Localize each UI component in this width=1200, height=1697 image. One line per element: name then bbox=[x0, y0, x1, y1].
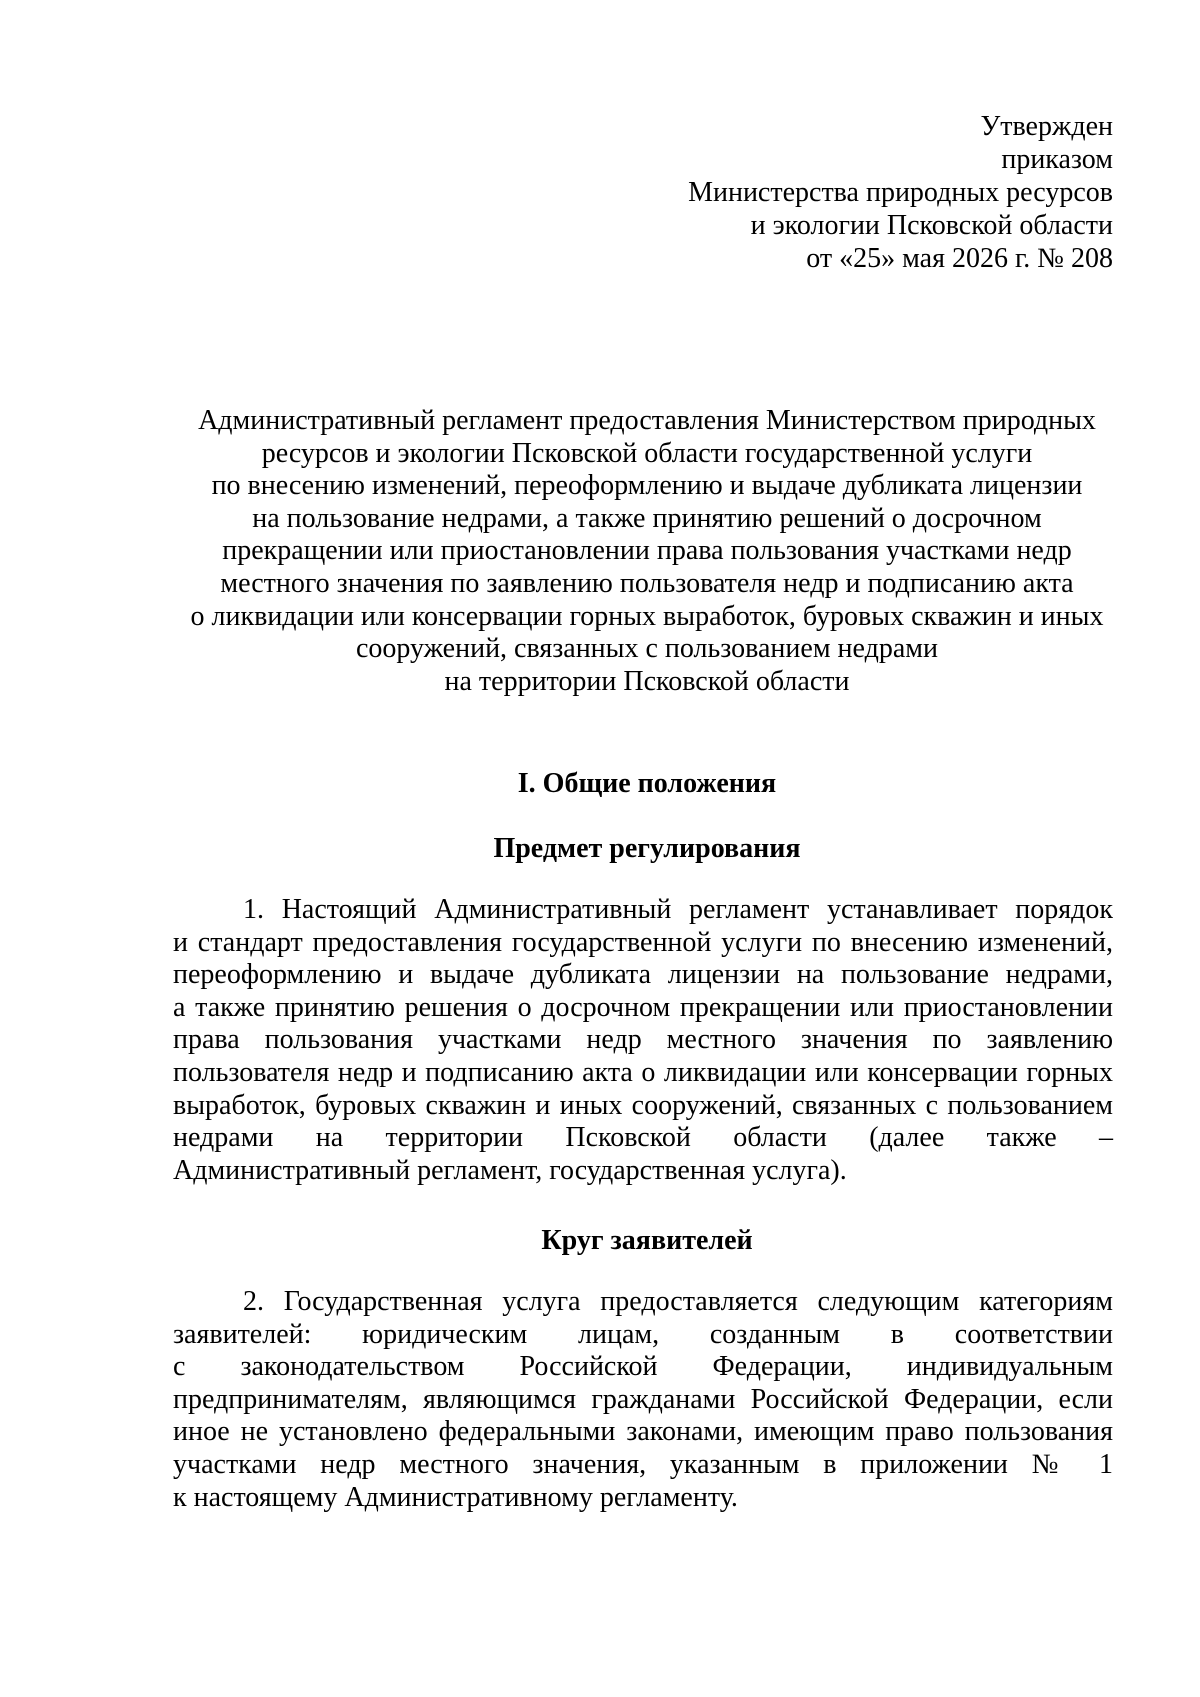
paragraph-line: иное не установлено федеральными законами, имеющим право пользования bbox=[173, 1416, 1113, 1448]
title-line: прекращении или приостановлении права пользования участками недр bbox=[222, 535, 1072, 567]
title-line: о ликвидации или консервации горных выработок, буровых скважин и иных bbox=[190, 600, 1104, 632]
approval-line: и экологии Псковской области bbox=[750, 210, 1113, 241]
document-title bbox=[160, 405, 1134, 698]
approval-line: приказом bbox=[1001, 144, 1113, 175]
paragraph-line: участками недр местного значения, указанным в приложении № 1 bbox=[173, 1448, 1113, 1480]
paragraph-line: с законодательством Российской Федерации, индивидуальным bbox=[173, 1351, 1113, 1383]
approval-stamp bbox=[513, 110, 1113, 275]
section-heading-subject: Предмет регулирования bbox=[493, 833, 801, 864]
paragraph-2 bbox=[173, 1286, 1113, 1514]
paragraph-1 bbox=[173, 894, 1113, 1187]
approval-line: Министерства природных ресурсов bbox=[688, 177, 1113, 208]
section-heading-applicants: Круг заявителей bbox=[541, 1225, 753, 1256]
paragraph-line: предпринимателям, являющимся гражданами Российской Федерации, если bbox=[173, 1383, 1113, 1415]
paragraph-line: 1. Настоящий Административный регламент устанавливает порядок bbox=[243, 894, 1113, 925]
approval-line: Утвержден bbox=[980, 111, 1113, 142]
paragraph-line: переоформлению и выдаче дубликата лицензии на пользование недрами, bbox=[173, 959, 1113, 991]
section-heading-general: I. Общие положения bbox=[517, 768, 777, 799]
paragraph-line: пользователя недр и подписанию акта о ликвидации или консервации горных bbox=[173, 1056, 1113, 1088]
paragraph-line: Административный регламент, государственная услуга). bbox=[173, 1154, 847, 1186]
paragraph-line: а также принятию решения о досрочном прекращении или приостановлении bbox=[173, 991, 1113, 1023]
title-line: Административный регламент предоставления Министерством природных bbox=[198, 405, 1096, 436]
paragraph-line: к настоящему Административному регламенту. bbox=[173, 1481, 738, 1513]
paragraph-line: права пользования участками недр местного значения по заявлению bbox=[173, 1024, 1113, 1056]
paragraph-line: и стандарт предоставления государственной услуги по внесению изменений, bbox=[173, 926, 1113, 958]
title-line: на пользование недрами, а также принятию решений о досрочном bbox=[252, 502, 1042, 534]
title-line: на территории Псковской области bbox=[444, 665, 850, 697]
title-line: сооружений, связанных с пользованием недрами bbox=[356, 633, 938, 665]
title-line: по внесению изменений, переоформлению и выдаче дубликата лицензии bbox=[211, 470, 1083, 502]
title-line: ресурсов и экологии Псковской области государственной услуги bbox=[261, 437, 1033, 469]
paragraph-line: заявителей: юридическим лицам, созданным в соответствии bbox=[173, 1318, 1113, 1350]
title-line: местного значения по заявлению пользователя недр и подписанию акта bbox=[220, 567, 1074, 599]
paragraph-line: 2. Государственная услуга предоставляется следующим категориям bbox=[243, 1286, 1113, 1317]
approval-line: от «25» мая 2026 г. № 208 bbox=[806, 243, 1113, 274]
paragraph-line: недрами на территории Псковской области (далее также – bbox=[173, 1122, 1113, 1154]
paragraph-line: выработок, буровых скважин и иных сооружений, связанных с пользованием bbox=[173, 1089, 1113, 1121]
